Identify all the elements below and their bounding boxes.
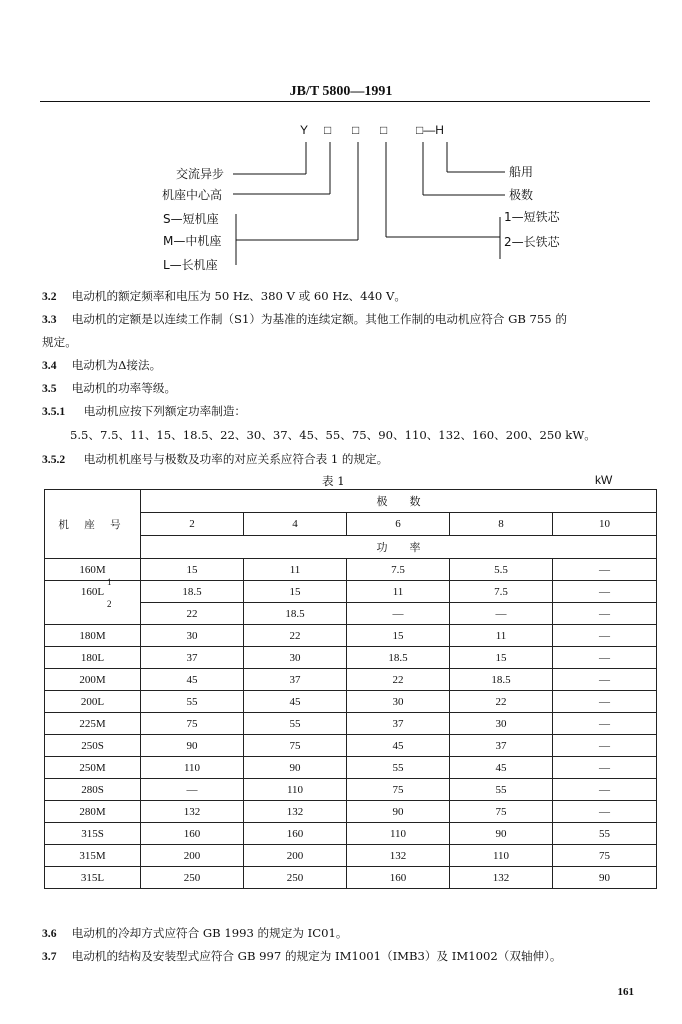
table-caption: 表 1 (322, 474, 345, 488)
clause-3-4: 3.4 电动机为Δ接法。 (42, 358, 162, 372)
table-unit: kW (595, 473, 613, 487)
pole-6: 6 (347, 513, 450, 536)
pole-2: 2 (141, 513, 244, 536)
table-row: 280M 132 132 90 75 — (45, 801, 657, 823)
table-row: 180L 37 30 18.5 15 — (45, 647, 657, 669)
clause-3-3-cont: 规定。 (42, 335, 77, 349)
pole-10: 10 (553, 513, 657, 536)
label-short-core: 1—短铁芯 (504, 210, 560, 224)
pole-8: 8 (450, 513, 553, 536)
poles-header: 极 数 (141, 490, 657, 513)
table-row: 250S 90 75 45 37 — (45, 735, 657, 757)
label-medium-frame: M—中机座 (163, 234, 222, 248)
clause-3-2: 3.2 电动机的额定频率和电压为 50 Hz、380 V 或 60 Hz、440 V。 (42, 289, 406, 303)
label-marine: 船用 (509, 165, 534, 179)
table-row: 160M 15 11 7.5 5.5 — (45, 559, 657, 581)
code-box-h: □—H (416, 123, 444, 137)
frame-header: 机 座 号 (45, 490, 141, 559)
table-row: 280S — 110 75 55 — (45, 779, 657, 801)
standard-header: JB/T 5800—1991 (289, 84, 393, 99)
header-rule (40, 101, 650, 102)
code-box-3: □ (380, 123, 388, 137)
table-row: 315S 160 160 110 90 55 (45, 823, 657, 845)
code-box-1: □ (324, 123, 332, 137)
table-row: 2 22 18.5 — — — (45, 603, 657, 625)
power-rating-list: 5.5、7.5、11、15、18.5、22、30、37、45、55、75、90、110、132、160、200、250 kW。 (70, 428, 596, 442)
table-row: 250M 110 90 55 45 — (45, 757, 657, 779)
pole-4: 4 (244, 513, 347, 536)
clause-3-5-2: 3.5.2 电动机机座号与极数及功率的对应关系应符合表 1 的规定。 (42, 452, 389, 466)
label-long-frame: L—长机座 (163, 258, 218, 272)
model-code-diagram (0, 112, 682, 282)
page-number: 161 (617, 986, 634, 998)
label-short-frame: S—短机座 (163, 212, 219, 226)
frame-power-table (44, 489, 657, 889)
clause-3-3: 3.3 电动机的定额是以连续工作制（S1）为基准的连续定额。其他工作制的电动机应符合 GB 755 的 (42, 312, 567, 326)
label-ac-async: 交流异步 (176, 167, 225, 181)
label-long-core: 2—长铁芯 (504, 235, 560, 249)
table-row: 200L 55 45 30 22 — (45, 691, 657, 713)
table-row: 315L 250 250 160 132 90 (45, 867, 657, 889)
table-row: 160L 1 18.5 15 11 7.5 — (45, 581, 657, 603)
clause-3-7: 3.7 电动机的结构及安装型式应符合 GB 997 的规定为 IM1001（IMB3）及 IM1002（双轴伸）。 (42, 949, 562, 963)
table-row: 315M 200 200 132 110 75 (45, 845, 657, 867)
table-row: 200M 45 37 22 18.5 — (45, 669, 657, 691)
table-row: 180M 30 22 15 11 — (45, 625, 657, 647)
label-center-height: 机座中心高 (162, 188, 223, 202)
clause-3-5: 3.5 电动机的功率等级。 (42, 381, 177, 395)
code-box-2: □ (352, 123, 360, 137)
table-row: 225M 75 55 37 30 — (45, 713, 657, 735)
label-poles: 极数 (509, 188, 534, 202)
clause-3-6: 3.6 电动机的冷却方式应符合 GB 1993 的规定为 IC01。 (42, 926, 348, 940)
power-header: 功 率 (141, 536, 657, 559)
code-letter-y: Y (300, 123, 309, 137)
clause-3-5-1: 3.5.1 电动机应按下列额定功率制造： (42, 404, 247, 418)
